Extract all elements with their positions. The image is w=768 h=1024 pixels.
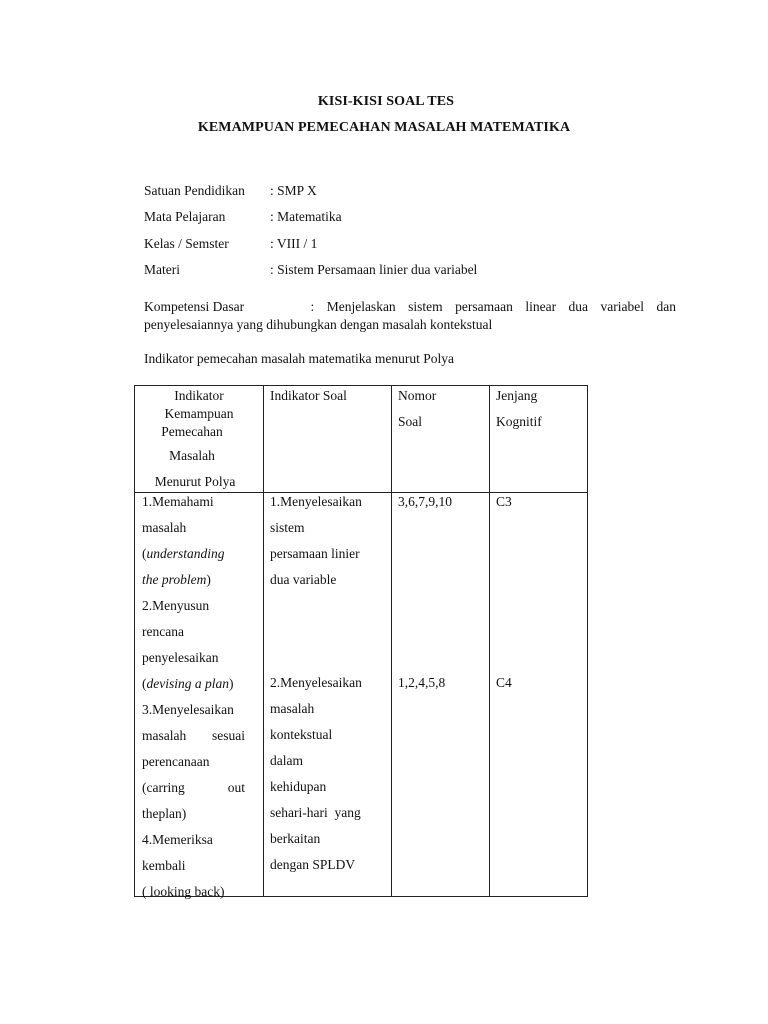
nomor-soal-1: 3,6,7,9,10 (398, 494, 452, 509)
polya-line: rencana (142, 624, 184, 639)
info-value: : VIII / 1 (270, 236, 318, 251)
polya-line (142, 775, 245, 801)
polya-text: sesuai (212, 728, 245, 743)
nomor-soal-2: 1,2,4,5,8 (398, 675, 446, 690)
indikator-soal-line: dengan SPLDV (270, 857, 356, 872)
indikator-soal-2 (270, 670, 362, 878)
header-col4 (496, 383, 542, 435)
polya-text: ( (142, 546, 147, 561)
polya-text: ) (229, 676, 234, 691)
info-value: : SMP X (270, 183, 317, 198)
document-title: KISI-KISI SOAL TES (317, 94, 455, 109)
indikator-soal-line: berkaitan (270, 831, 321, 846)
polya-line (142, 567, 245, 593)
indikator-soal-1 (270, 489, 362, 593)
header-text: Pemecahan (161, 424, 223, 439)
polya-text: devising a plan (146, 676, 229, 691)
header-text: Kognitif (496, 414, 542, 429)
document-subtitle: KEMAMPUAN PEMECAHAN MASALAH MATEMATIKA (197, 120, 571, 135)
polya-line: theplan) (142, 806, 187, 821)
table-divider (263, 386, 264, 896)
indikator-soal-line: kontekstual (270, 727, 333, 742)
jenjang-1: C3 (496, 494, 512, 509)
indikator-soal-line: persamaan linier (270, 546, 360, 561)
polya-line: masalah (142, 520, 187, 535)
kisi-kisi-table (134, 385, 588, 897)
header-text: Nomor (398, 388, 437, 403)
polya-line: 4.Memeriksa (142, 832, 213, 847)
indikator-soal-line: sistem (270, 520, 305, 535)
header-col3 (398, 383, 436, 435)
info-label: Kelas / Semster (144, 236, 229, 251)
header-text: Kemampuan (164, 406, 234, 421)
info-label: Materi (144, 262, 180, 277)
indikator-soal-line: dalam (270, 753, 303, 768)
indikator-soal-line: masalah (270, 701, 315, 716)
header-text: Menurut Polya (154, 474, 236, 489)
kompetensi-word: sistem (408, 299, 443, 314)
polya-text: understanding (146, 546, 225, 561)
indikator-soal-line: 2.Menyelesaikan (270, 675, 362, 690)
kompetensi-word: Menjelaskan (326, 299, 396, 314)
header-text: Soal (398, 414, 423, 429)
polya-line: kembali (142, 858, 186, 873)
kompetensi-line1 (144, 298, 676, 316)
kompetensi-word: dua (568, 299, 589, 314)
header-col1 (135, 387, 263, 491)
kompetensi-word: persamaan (455, 299, 513, 314)
kompetensi-word: dan (656, 299, 676, 314)
polya-text: (carring (142, 780, 185, 795)
indikator-soal-line: 1.Menyelesaikan (270, 494, 362, 509)
polya-line (142, 723, 245, 749)
polya-line: 3.Menyelesaikan (142, 702, 234, 717)
header-col2: Indikator Soal (270, 388, 347, 403)
kompetensi-label: Kompetensi Dasar (144, 299, 245, 314)
info-value: : Matematika (270, 209, 342, 224)
kompetensi-line2: penyelesaiannya yang dihubungkan dengan masalah kontekstual (144, 317, 493, 332)
table-divider (391, 386, 392, 896)
header-text: Jenjang (496, 388, 538, 403)
polya-line (142, 541, 245, 567)
polya-line: perencanaan (142, 754, 210, 769)
polya-indicators (142, 489, 245, 905)
info-value: : Sistem Persamaan linier dua variabel (270, 262, 478, 277)
polya-text: masalah (142, 728, 187, 743)
kompetensi-word: variabel (600, 299, 644, 314)
polya-line: 2.Menyusun (142, 598, 210, 613)
kompetensi-word: linear (525, 299, 557, 314)
polya-line: 1.Memahami (142, 494, 214, 509)
polya-line (142, 671, 245, 697)
polya-line: penyelesaikan (142, 650, 219, 665)
jenjang-2: C4 (496, 675, 512, 690)
polya-line: ( looking back) (142, 884, 225, 899)
indikator-soal-line: dua variable (270, 572, 337, 587)
kompetensi-dasar (144, 298, 676, 334)
polya-text: ) (206, 572, 211, 587)
polya-text: ( (142, 676, 147, 691)
polya-text: out (227, 780, 245, 795)
info-label: Satuan Pendidikan (144, 183, 245, 198)
indikator-soal-line: sehari-hari yang (270, 805, 361, 820)
indikator-heading: Indikator pemecahan masalah matematika menurut Polya (144, 351, 455, 366)
header-text: Indikator (174, 388, 224, 403)
header-text: Masalah (169, 448, 215, 463)
kompetensi-word: : (310, 299, 315, 314)
table-divider (489, 386, 490, 896)
indikator-soal-line: kehidupan (270, 779, 327, 794)
info-label: Mata Pelajaran (144, 209, 226, 224)
polya-text: the problem (142, 572, 207, 587)
